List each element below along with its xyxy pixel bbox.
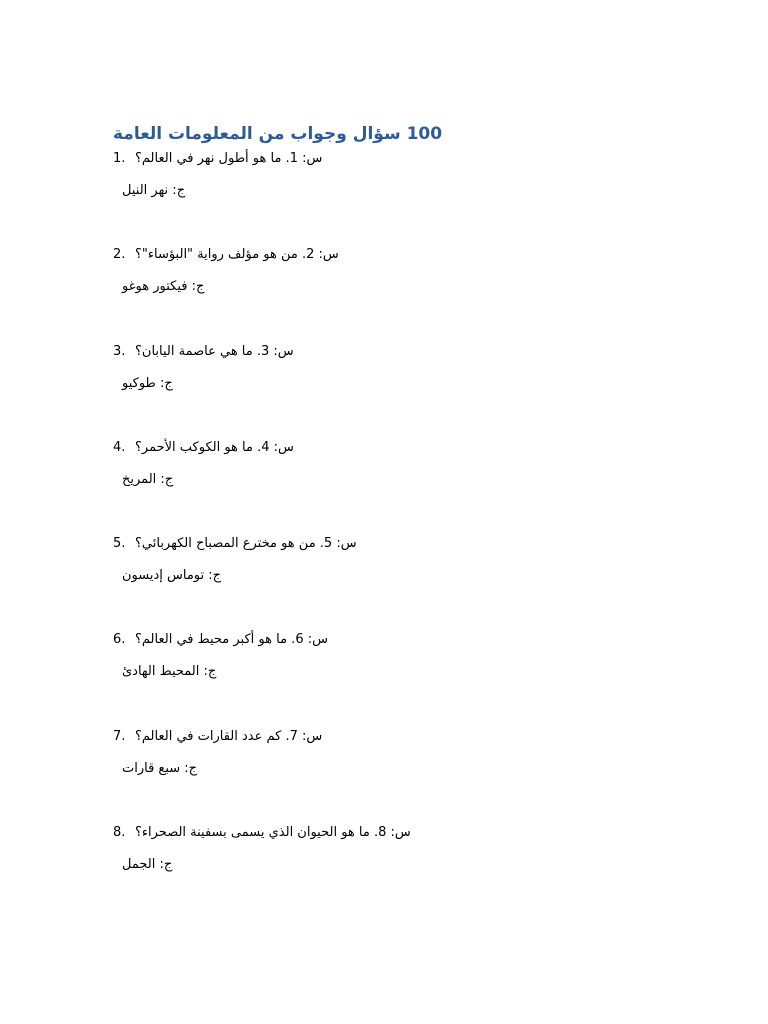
- item-number: 2.: [113, 247, 126, 262]
- item-number: 1.: [113, 151, 126, 166]
- answer-text: ج: المحيط الهادئ: [122, 664, 217, 679]
- qa-item-5: [0, 536, 768, 632]
- document-title: 100 سؤال وجواب من المعلومات العامة: [113, 124, 443, 144]
- question-text: س: 5. من هو مخترع المصباح الكهربائي؟: [135, 536, 357, 551]
- question-text: س: 2. من هو مؤلف رواية "البؤساء"؟: [135, 247, 339, 262]
- qa-item-6: [0, 632, 768, 728]
- qa-item-2: [0, 247, 768, 343]
- answer-text: ج: توماس إديسون: [122, 568, 222, 583]
- qa-item-4: [0, 440, 768, 536]
- question-text: س: 7. كم عدد القارات في العالم؟: [135, 729, 323, 744]
- item-number: 6.: [113, 632, 126, 647]
- answer-text: ج: طوكيو: [122, 376, 173, 391]
- item-number: 8.: [113, 825, 126, 840]
- question-text: س: 3. ما هي عاصمة اليابان؟: [135, 344, 294, 359]
- qa-item-8: [0, 825, 768, 921]
- question-text: س: 4. ما هو الكوكب الأحمر؟: [135, 440, 294, 455]
- question-text: س: 1. ما هو أطول نهر في العالم؟: [135, 151, 323, 166]
- answer-text: ج: نهر النيل: [122, 183, 186, 198]
- qa-item-7: [0, 729, 768, 825]
- item-number: 5.: [113, 536, 126, 551]
- question-text: س: 8. ما هو الحيوان الذي يسمى بسفينة الصحراء؟: [135, 825, 411, 840]
- question-text: س: 6. ما هو أكبر محيط في العالم؟: [135, 632, 328, 647]
- answer-text: ج: فيكتور هوغو: [122, 279, 205, 294]
- answer-text: ج: سبع قارات: [122, 761, 198, 776]
- item-number: 3.: [113, 344, 126, 359]
- item-number: 7.: [113, 729, 126, 744]
- item-number: 4.: [113, 440, 126, 455]
- answer-text: ج: المريخ: [122, 472, 174, 487]
- qa-item-3: [0, 344, 768, 440]
- qa-item-1: [0, 151, 768, 247]
- answer-text: ج: الجمل: [122, 857, 173, 872]
